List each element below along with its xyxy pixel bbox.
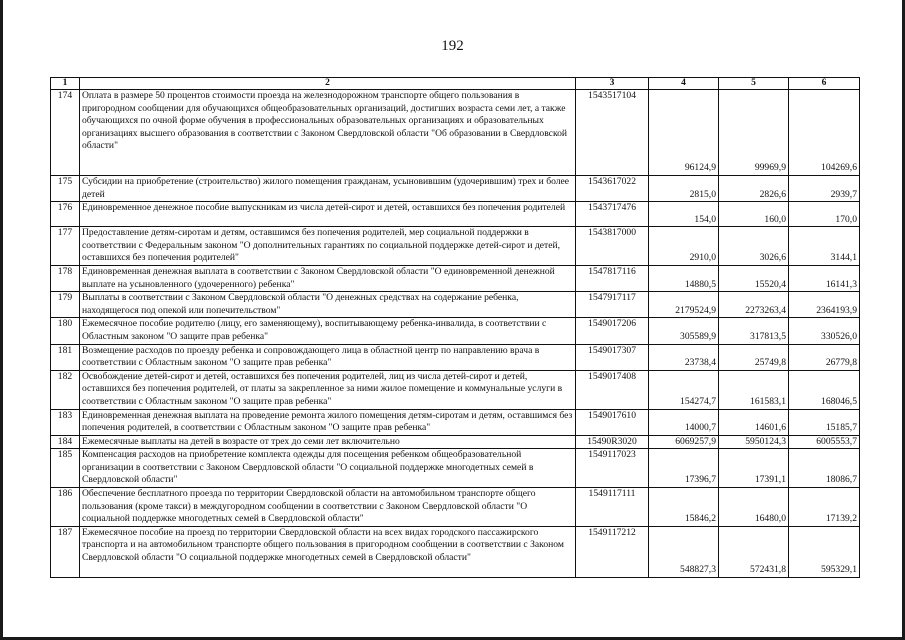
row-value-col4: 14000,7	[649, 409, 719, 435]
header-col-3: 3	[576, 78, 649, 90]
row-value-col4: 96124,9	[649, 90, 719, 176]
table-header-row	[51, 78, 860, 90]
row-value-col5: 25749,8	[719, 344, 789, 370]
row-code: 1543717476	[576, 202, 649, 227]
row-description: Выплаты в соответствии с Законом Свердловской области "О денежных средствах на содержание ребенка, находящегося под опекой или попечительством"	[80, 292, 576, 318]
row-value-col5: 17391,1	[719, 449, 789, 488]
table-row	[51, 227, 860, 266]
table-row	[51, 176, 860, 202]
row-code: 1549017206	[576, 318, 649, 344]
row-number: 185	[51, 449, 80, 488]
table-row	[51, 265, 860, 291]
row-code: 1547917117	[576, 292, 649, 318]
page-edge-left	[0, 0, 3, 640]
row-number: 175	[51, 176, 80, 202]
row-value-col4: 154,0	[649, 202, 719, 227]
row-value-col5: 5950124,3	[719, 435, 789, 449]
row-number: 179	[51, 292, 80, 318]
row-value-col4: 14880,5	[649, 265, 719, 291]
row-value-col6: 26779,8	[789, 344, 860, 370]
row-code: 1549117111	[576, 488, 649, 527]
row-description: Обеспечение бесплатного проезда по территории Свердловской области на автомобильном транспорте общего пользования (кроме такси) в междугородном сообщении в соответствии с Законом Свердловской области "О социальной поддержке многодетных семей в Свердловской области"	[80, 488, 576, 527]
table-row	[51, 526, 860, 577]
row-number: 178	[51, 265, 80, 291]
row-value-col6: 595329,1	[789, 526, 860, 577]
row-code: 1549017408	[576, 370, 649, 409]
row-number: 184	[51, 435, 80, 449]
row-value-col6: 16141,3	[789, 265, 860, 291]
row-value-col4: 305589,9	[649, 318, 719, 344]
row-description: Оплата в размере 50 процентов стоимости проезда на железнодорожном транспорте общего пользования в пригородном сообщении для обучающихся общеобразовательных организаций, достигших возраста семи лет, а также обучающихся по очной форме обучения в профессиональных образовательных организациях и образовательных организациях высшего образования в соответствии с Законом Свердловской области "Об образовании в Свердловской области"	[80, 90, 576, 176]
row-value-col5: 3026,6	[719, 227, 789, 266]
row-value-col5: 572431,8	[719, 526, 789, 577]
row-value-col4: 2179524,9	[649, 292, 719, 318]
table-row	[51, 370, 860, 409]
header-col-5: 5	[719, 78, 789, 90]
row-value-col5: 2826,6	[719, 176, 789, 202]
table-row	[51, 292, 860, 318]
budget-table	[50, 77, 860, 578]
row-number: 183	[51, 409, 80, 435]
row-number: 182	[51, 370, 80, 409]
row-number: 177	[51, 227, 80, 266]
header-col-1: 1	[51, 78, 80, 90]
row-code: 1543517104	[576, 90, 649, 176]
row-code: 1549017610	[576, 409, 649, 435]
row-description: Единовременное денежное пособие выпускникам из числа детей-сирот и детей, оставшихся без попечения родителей	[80, 202, 576, 227]
row-description: Единовременная денежная выплата в соответствии с Законом Свердловской области "О единовременной денежной выплате на усыновленного (удочеренного) ребенка"	[80, 265, 576, 291]
row-value-col6: 17139,2	[789, 488, 860, 527]
row-code: 1547817116	[576, 265, 649, 291]
row-description: Освобождение детей-сирот и детей, оставшихся без попечения родителей, лиц из числа детей-сирот и детей, оставшихся без попечения родителей, от платы за закрепленное за ними жилое помещение и коммунальные услуги в соответствии с Областным законом "О защите прав ребенка"	[80, 370, 576, 409]
row-description: Возмещение расходов по проезду ребенка и сопровождающего лица в областной центр по направлению врача в соответствии с Областным законом "О защите прав ребенка"	[80, 344, 576, 370]
row-description: Компенсация расходов на приобретение комплекта одежды для посещения ребенком общеобразовательной организации в соответствии с Законом Свердловской области "О социальной поддержке многодетных семей в Свердловской области"	[80, 449, 576, 488]
row-code: 1549117023	[576, 449, 649, 488]
row-value-col5: 161583,1	[719, 370, 789, 409]
row-value-col6: 2939,7	[789, 176, 860, 202]
table-row	[51, 435, 860, 449]
row-code: 1549117212	[576, 526, 649, 577]
header-col-4: 4	[649, 78, 719, 90]
row-description: Ежемесячное пособие на проезд по территории Свердловской области на всех видах городского пассажирского транспорта и на автомобильном транспорте общего пользования в пригородном сообщении в соответствии с Законом Свердловской области "О социальной поддержке многодетных семей в Свердловской области"	[80, 526, 576, 577]
header-col-2: 2	[80, 78, 576, 90]
row-value-col6: 3144,1	[789, 227, 860, 266]
row-value-col5: 317813,5	[719, 318, 789, 344]
row-number: 187	[51, 526, 80, 577]
row-value-col6: 15185,7	[789, 409, 860, 435]
row-value-col4: 2815,0	[649, 176, 719, 202]
row-number: 180	[51, 318, 80, 344]
row-value-col5: 15520,4	[719, 265, 789, 291]
table-body	[51, 90, 860, 578]
row-number: 186	[51, 488, 80, 527]
row-value-col4: 15846,2	[649, 488, 719, 527]
row-value-col5: 2273263,4	[719, 292, 789, 318]
row-value-col4: 6069257,9	[649, 435, 719, 449]
table-row	[51, 90, 860, 176]
row-description: Ежемесячное пособие родителю (лицу, его заменяющему), воспитывающему ребенка-инвалида, в соответствии с Областным законом "О защите прав ребенка"	[80, 318, 576, 344]
table-row	[51, 449, 860, 488]
row-value-col6: 168046,5	[789, 370, 860, 409]
table-row	[51, 488, 860, 527]
row-description: Субсидии на приобретение (строительство) жилого помещения гражданам, усыновившим (удочерившим) трех и более детей	[80, 176, 576, 202]
row-value-col4: 548827,3	[649, 526, 719, 577]
row-code: 1549017307	[576, 344, 649, 370]
row-number: 181	[51, 344, 80, 370]
row-number: 176	[51, 202, 80, 227]
table-row	[51, 344, 860, 370]
row-description: Ежемесячные выплаты на детей в возрасте от трех до семи лет включительно	[80, 435, 576, 449]
row-value-col6: 18086,7	[789, 449, 860, 488]
row-value-col4: 23738,4	[649, 344, 719, 370]
row-number: 174	[51, 90, 80, 176]
table-row	[51, 318, 860, 344]
row-code: 15490R3020	[576, 435, 649, 449]
row-value-col6: 170,0	[789, 202, 860, 227]
row-value-col4: 154274,7	[649, 370, 719, 409]
row-value-col6: 104269,6	[789, 90, 860, 176]
row-value-col4: 2910,0	[649, 227, 719, 266]
row-code: 1543817000	[576, 227, 649, 266]
row-value-col5: 14601,6	[719, 409, 789, 435]
row-value-col4: 17396,7	[649, 449, 719, 488]
row-description: Единовременная денежная выплата на проведение ремонта жилого помещения детям-сиротам и детям, оставшимся без попечения родителей, в соответствии с Областным законом "О защите прав ребенка"	[80, 409, 576, 435]
row-value-col5: 160,0	[719, 202, 789, 227]
row-value-col6: 6005553,7	[789, 435, 860, 449]
row-value-col6: 330526,0	[789, 318, 860, 344]
row-description: Предоставление детям-сиротам и детям, оставшимся без попечения родителей, мер социальной поддержки в соответствии с Федеральным законом "О дополнительных гарантиях по социальной поддержке детей-сирот и детей, оставшихся без попечения родителей"	[80, 227, 576, 266]
page-number: 192	[441, 38, 464, 54]
row-code: 1543617022	[576, 176, 649, 202]
row-value-col5: 99969,9	[719, 90, 789, 176]
table-row	[51, 202, 860, 227]
header-col-6: 6	[789, 78, 860, 90]
row-value-col6: 2364193,9	[789, 292, 860, 318]
table-row	[51, 409, 860, 435]
row-value-col5: 16480,0	[719, 488, 789, 527]
